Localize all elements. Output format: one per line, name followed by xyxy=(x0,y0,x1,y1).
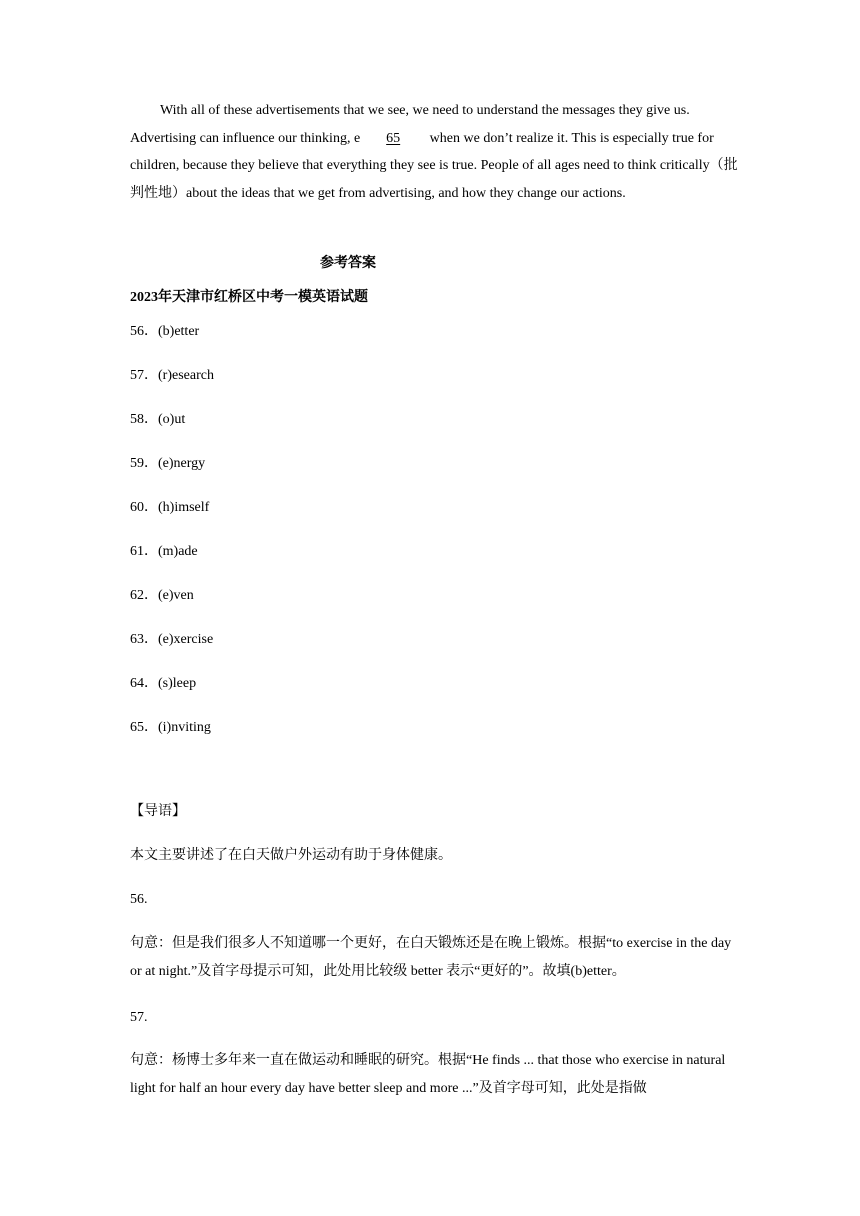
answer-word: (s)leep xyxy=(158,676,197,691)
answer-number: 59． xyxy=(130,456,158,471)
answer-item-59 xyxy=(130,454,205,474)
passage-text-before: With all of these advertisements that we see, we need to understand the messages they give us. Advertising can influence our thinking, e xyxy=(130,103,690,146)
answer-number: 56． xyxy=(130,324,158,339)
exam-title: 2023年天津市红桥区中考一模英语试题 xyxy=(130,290,368,305)
answer-item-60 xyxy=(130,498,209,518)
answer-word: (r)esearch xyxy=(158,368,214,383)
answer-number: 62． xyxy=(130,588,158,603)
answer-item-63 xyxy=(130,630,213,650)
passage-text-after: when we don’t realize it. This is especially true for children, because they believe that everything they see is true. People of all ages need to think critically（批判性地）about the ideas that we get from advertising, and how they change our actions. xyxy=(130,130,738,201)
answer-word: (o)ut xyxy=(158,412,186,427)
answer-item-56 xyxy=(130,322,199,342)
explanation-text-56: 句意：但是我们很多人不知道哪一个更好，在白天锻炼还是在晚上锻炼。根据“to exercise in the day or at night.”及首字母提示可知，此处用比较级 better 表示“更好的”。故填(b)etter。 xyxy=(130,936,732,979)
answer-word: (e)ven xyxy=(158,588,194,603)
answer-word: (b)etter xyxy=(158,324,200,339)
answer-item-58 xyxy=(130,410,185,430)
answer-word: (h)imself xyxy=(158,500,210,515)
answer-number: 63． xyxy=(130,632,158,647)
answer-item-64 xyxy=(130,674,196,694)
answer-number: 58． xyxy=(130,412,158,427)
answer-number: 61． xyxy=(130,544,158,559)
explanation-text-57: 句意：杨博士多年来一直在做运动和睡眠的研究。根据“He finds ... that those who exercise in natural light for half an hour every day have better sleep and more ...”及首字母可知，此处是指做 xyxy=(130,1053,726,1096)
answer-word: (e)nergy xyxy=(158,456,206,471)
answer-heading: 参考答案 xyxy=(320,256,376,271)
blank-65 xyxy=(360,131,426,146)
answer-number: 60． xyxy=(130,500,158,515)
guide-heading: 【导语】 xyxy=(130,804,186,819)
answer-word: (e)xercise xyxy=(158,632,214,647)
answer-item-61 xyxy=(130,542,198,562)
answer-item-65 xyxy=(130,718,211,738)
answer-number: 64． xyxy=(130,676,158,691)
answer-number: 57． xyxy=(130,368,158,383)
guide-text: 本文主要讲述了在白天做户外运动有助于身体健康。 xyxy=(130,848,452,863)
answer-number: 65． xyxy=(130,720,158,735)
blank-number: 65 xyxy=(386,130,401,146)
answer-item-62 xyxy=(130,586,194,606)
explanation-number-57: 57. xyxy=(130,1010,148,1025)
answer-word: (i)nviting xyxy=(158,720,211,735)
answer-item-57 xyxy=(130,366,214,386)
answer-word: (m)ade xyxy=(158,544,198,559)
passage-paragraph xyxy=(130,97,740,207)
explanation-number-56: 56. xyxy=(130,892,148,907)
